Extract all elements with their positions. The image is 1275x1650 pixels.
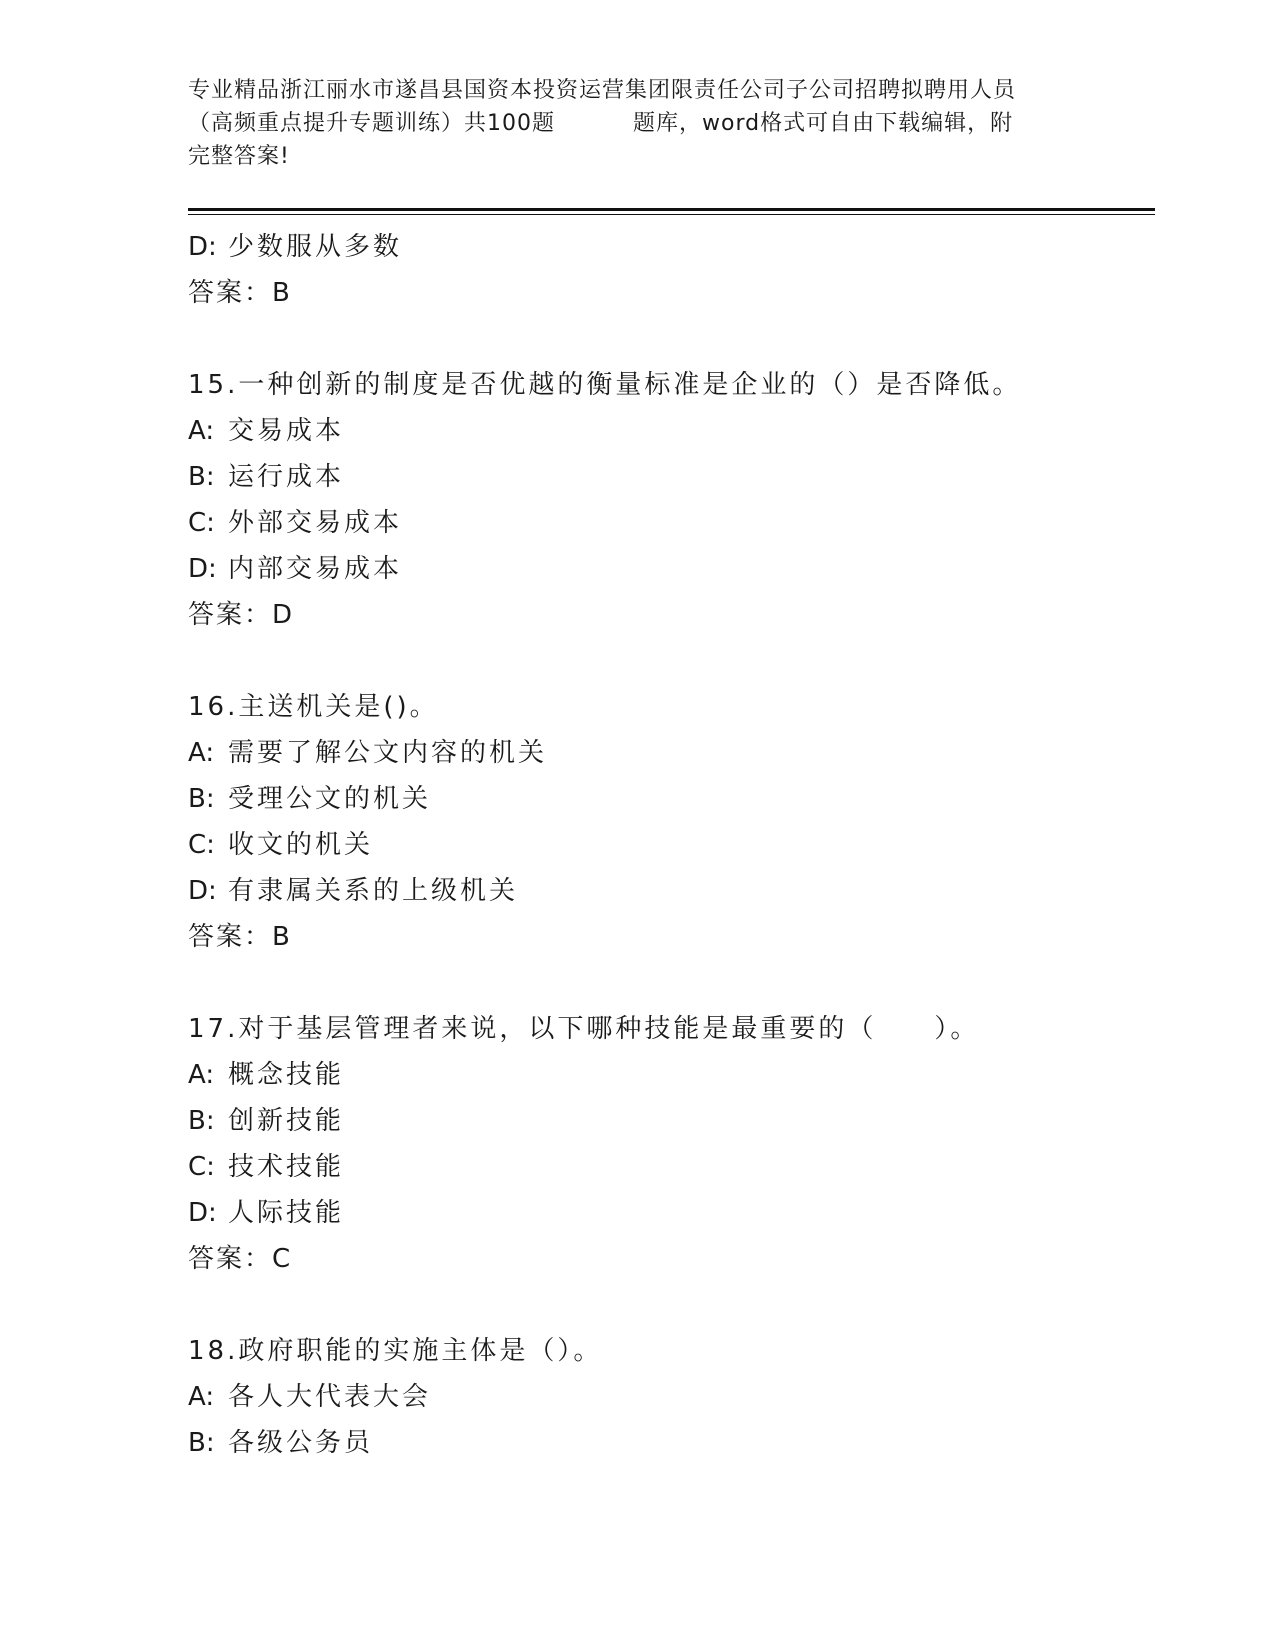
header-line-2	[188, 107, 1088, 140]
option-a	[188, 408, 1148, 454]
option-text: 外部交易成本	[228, 508, 403, 538]
option-c	[188, 822, 1148, 868]
question-stem: 18.政府职能的实施主体是（）。	[188, 1336, 603, 1366]
document-header	[188, 74, 1088, 173]
option-letter: C:	[188, 508, 215, 538]
option-letter: B:	[188, 462, 215, 492]
option-text: 收文的机关	[228, 830, 374, 860]
option-text: 内部交易成本	[228, 554, 403, 584]
option-text: 有隶属关系的上级机关	[228, 876, 519, 906]
question-block	[188, 684, 1148, 960]
option-b	[188, 454, 1148, 500]
question-block	[188, 1006, 1148, 1282]
header-line-2-part-b: 题库，word格式可自由下载编辑，附	[633, 111, 1014, 136]
option-a	[188, 1052, 1148, 1098]
header-divider-thick	[188, 208, 1155, 211]
option-b	[188, 1098, 1148, 1144]
option-text: 少数服从多数	[228, 232, 403, 262]
option-b	[188, 776, 1148, 822]
option-d	[188, 546, 1148, 592]
carryover-answer: 答案：B	[188, 278, 292, 308]
question-block	[188, 362, 1148, 638]
option-letter: D:	[188, 1198, 217, 1228]
header-divider-thin	[188, 214, 1155, 215]
answer-line: 答案：B	[188, 922, 292, 952]
header-line-3: 完整答案!	[188, 144, 290, 169]
header-line-2-part-a: （高频重点提升专题训练）共100题	[188, 111, 555, 136]
option-text: 需要了解公文内容的机关	[228, 738, 548, 768]
option-c	[188, 500, 1148, 546]
option-letter: D:	[188, 554, 217, 584]
carryover-option-d	[188, 224, 1148, 270]
question-stem: 16.主送机关是()。	[188, 692, 439, 722]
option-b	[188, 1420, 1148, 1466]
question-stem: 17.对于基层管理者来说，以下哪种技能是最重要的（ ）。	[188, 1014, 980, 1044]
option-letter: C:	[188, 830, 215, 860]
option-letter: B:	[188, 1106, 215, 1136]
option-text: 各人大代表大会	[228, 1382, 432, 1412]
option-letter: C:	[188, 1152, 215, 1182]
option-letter: B:	[188, 784, 215, 814]
option-d	[188, 868, 1148, 914]
question-block	[188, 1328, 1148, 1466]
header-line-1: 专业精品浙江丽水市遂昌县国资本投资运营集团限责任公司子公司招聘拟聘用人员	[188, 78, 1017, 103]
option-letter: B:	[188, 1428, 215, 1458]
option-text: 技术技能	[228, 1152, 345, 1182]
option-letter: A:	[188, 1060, 215, 1090]
option-text: 创新技能	[228, 1106, 345, 1136]
answer-line: 答案：D	[188, 600, 295, 630]
option-text: 概念技能	[228, 1060, 345, 1090]
option-text: 交易成本	[228, 416, 345, 446]
option-letter: A:	[188, 1382, 215, 1412]
option-a	[188, 730, 1148, 776]
option-letter: A:	[188, 416, 215, 446]
option-text: 各级公务员	[228, 1428, 374, 1458]
option-text: 人际技能	[228, 1198, 345, 1228]
option-a	[188, 1374, 1148, 1420]
option-text: 受理公文的机关	[228, 784, 432, 814]
answer-line: 答案：C	[188, 1244, 293, 1274]
option-letter: A:	[188, 738, 215, 768]
option-c	[188, 1144, 1148, 1190]
option-text: 运行成本	[228, 462, 345, 492]
option-letter: D:	[188, 876, 217, 906]
question-stem: 15.一种创新的制度是否优越的衡量标准是企业的（）是否降低。	[188, 370, 1022, 400]
question-list	[188, 224, 1148, 1466]
option-letter: D:	[188, 232, 217, 262]
option-d	[188, 1190, 1148, 1236]
